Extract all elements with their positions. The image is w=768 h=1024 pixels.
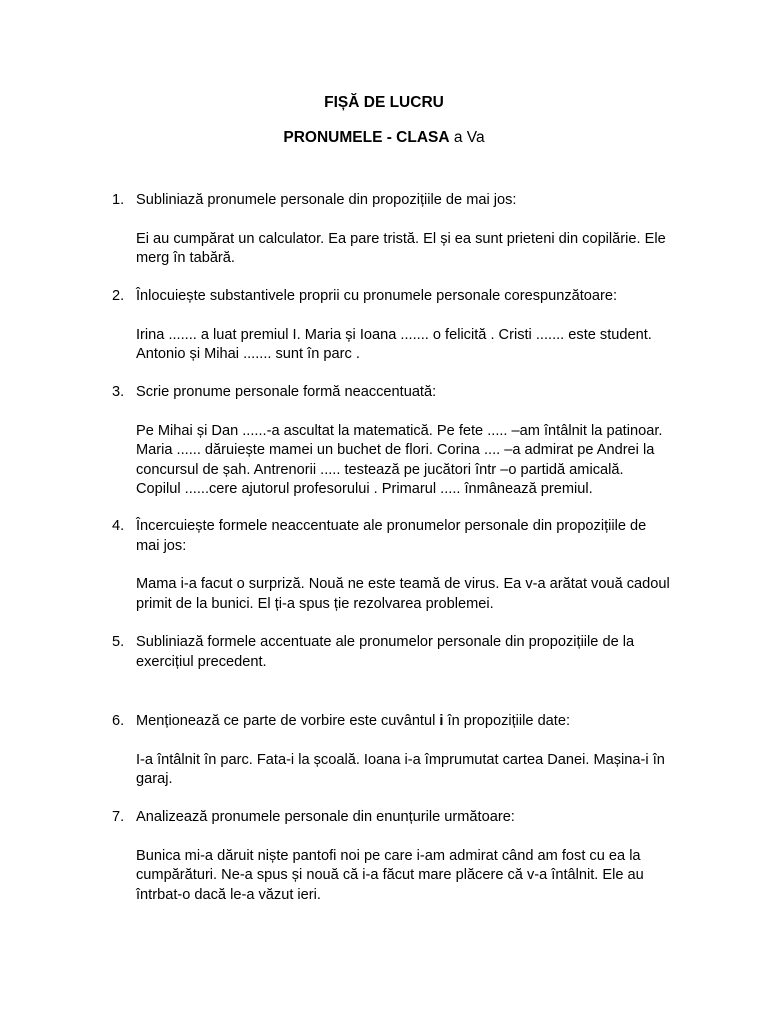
exercise-instruction: Subliniază formele accentuate ale pronumelor personale din propozițiile de la exercițiul precedent. (136, 634, 635, 670)
exercise-number: 6. (112, 713, 125, 729)
subtitle-class: a Va (449, 129, 485, 146)
exercise-4 (112, 517, 672, 614)
exercise-instruction: Scrie pronume personale formă neaccentuată: (136, 384, 437, 400)
exercise-1 (112, 191, 672, 269)
exercise-number: 3. (112, 384, 125, 400)
exercise-7 (112, 808, 672, 905)
worksheet-subtitle (0, 128, 768, 148)
worksheet-title: FIȘĂ DE LUCRU (324, 94, 444, 111)
exercise-text: Pe Mihai și Dan ......-a ascultat la matematică. Pe fete ..... –am întâlnit la patinoar. Maria ...... dăruiește mamei un buchet de flori. Corina .... –a admirat pe Andrei la concursul de șah. Antrenorii ..... testează pe jucători într –o partidă amicală. Copilul ......cere ajutorul profesorului . Primarul ..... înmânează premiul. (136, 422, 663, 498)
exercise-5 (112, 633, 672, 672)
exercise-text: Irina ....... a luat premiul I. Maria și Ioana ....... o felicită . Cristi ....... este student. Antonio și Mihai ....... sunt în parc . (136, 326, 652, 363)
exercise-text: I-a întâlnit în parc. Fata-i la școală. Ioana i-a împrumutat cartea Danei. Mașina-i în garaj. (136, 751, 665, 788)
exercise-instruction-end: în propozițiile date: (443, 713, 571, 729)
exercise-number: 5. (112, 634, 125, 650)
exercise-number: 2. (112, 288, 125, 304)
exercise-number: 1. (112, 192, 125, 208)
exercise-instruction-start: Menționează ce parte de vorbire este cuvântul (136, 713, 440, 729)
exercise-3 (112, 383, 672, 500)
exercise-text: Ei au cumpărat un calculator. Ea pare tristă. El și ea sunt prieteni din copilărie. Ele merg în tabără. (136, 230, 666, 267)
exercise-text: Mama i-a facut o surpriză. Nouă ne este teamă de virus. Ea v-a arătat vouă cadoul primit de la bunici. El ți-a spus ție rezolvarea problemei. (136, 576, 670, 612)
exercise-number: 4. (112, 518, 125, 534)
exercise-keyword: i (439, 713, 444, 729)
exercise-instruction: Înlocuiește substantivele proprii cu pronumele personale corespunzătoare: (136, 288, 618, 304)
exercise-2 (112, 287, 672, 365)
exercise-instruction: Încercuiește formele neaccentuate ale pronumelor personale din propozițiile de mai jos: (136, 518, 647, 554)
exercise-instruction: Subliniază pronumele personale din propozițiile de mai jos: (136, 192, 517, 208)
subtitle-main: PRONUMELE - CLASA (283, 129, 450, 146)
exercise-number: 7. (112, 809, 125, 825)
exercise-text: Bunica mi-a dăruit niște pantofi noi pe care i-am admirat când am fost cu ea la cumpărături. Ne-a spus și nouă că i-a făcut mare plăcere că v-a întâlnit. Ele au întrbat-o dacă le-a văzut ieri. (136, 847, 644, 903)
exercise-instruction: Analizează pronumele personale din enunțurile următoare: (136, 809, 515, 825)
exercise-6 (112, 712, 672, 790)
